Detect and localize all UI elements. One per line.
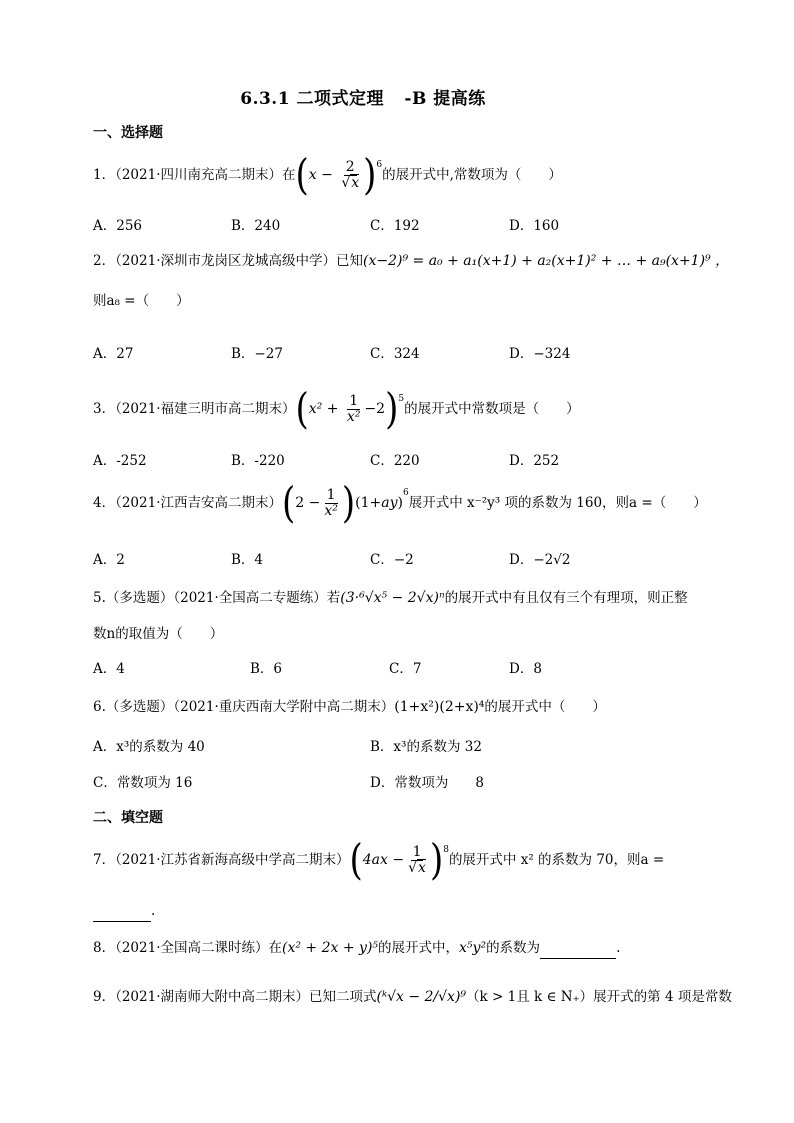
question-3 [93, 384, 580, 434]
q7-frac-den: √x [408, 859, 426, 876]
question-9 [93, 987, 732, 1007]
q4-option-d: D．−2√2 [509, 552, 571, 568]
q2-expr: (x−2)⁹ = a₀ + a₁(x+1) + a₂(x+1)² + … + a₉(x+1)⁹ ， [363, 253, 730, 269]
q4-option-b: B．4 [231, 552, 264, 568]
q4-exponent: 6 [402, 488, 409, 498]
q3-expr-x2: x² [308, 401, 323, 417]
q1-option-c: C．192 [370, 218, 420, 234]
q9-text: 9．（2021·湖南师大附中高二期末）已知二项式 [93, 989, 377, 1005]
q6-expr: (1+x²)(2+x)⁴ [394, 699, 485, 715]
q7-exponent: 8 [443, 845, 449, 855]
q1-option-d: D．160 [509, 218, 560, 234]
q3-source: 3．（2021·福建三明市高二期末） [93, 401, 296, 417]
q3-option-c: C．220 [370, 453, 420, 469]
q3-option-d: D．252 [509, 453, 560, 469]
title-sub: -B 提高练 [404, 89, 486, 109]
q7-paren-right: ) [429, 835, 444, 885]
q6-line1: 6.（多选题）（2021·重庆西南大学附中高二期末） [93, 699, 395, 715]
q5-line2: 数n的取值为（ ） [93, 626, 224, 642]
q7-paren-left: ( [349, 835, 363, 885]
q7-fraction [406, 845, 428, 876]
q1-paren-left: ( [295, 150, 309, 200]
q4-expr-2: 2 − [295, 495, 321, 511]
q2-option-d: D．−324 [509, 346, 571, 362]
q1-expr-minus: − [316, 167, 338, 183]
q2-source: 2．（2021·深圳市龙岗区龙城高级中学）已知 [93, 253, 363, 269]
q3-option-a: A．-252 [93, 453, 147, 469]
q3-frac-num: 1 [349, 392, 359, 409]
q9-expr: (ᵏ√x − 2/√x)⁹ [376, 989, 467, 1005]
q1-option-a: A．256 [93, 218, 143, 234]
question-5 [93, 588, 688, 608]
q7-blank[interactable] [93, 901, 151, 922]
q1-after: 的展开式中,常数项为（ ） [382, 167, 562, 183]
q4-source: 4．（2021·江西吉安高二期末） [93, 495, 282, 511]
q4-after: 展开式中 x⁻²y³ 项的系数为 160，则a =（ ） [408, 495, 707, 511]
q4-paren-left: ( [282, 478, 296, 528]
q7-expr-minus: − [387, 852, 405, 868]
q5-line1: 5.（多选题）（2021·全国高二专题练）若 [93, 590, 341, 606]
q9-after: （k > 1且 k ∈ N₊）展开式的第 4 项是常数 [466, 989, 732, 1005]
section-fill-heading: 二、填空题 [93, 810, 163, 826]
q5-after: 的展开式中有且仅有三个有理项，则正整 [444, 590, 688, 606]
q7-after: 的展开式中 x² 的系数为 70，则a = [448, 852, 665, 868]
q8-end: . [616, 940, 621, 956]
q8-blank[interactable] [540, 938, 616, 959]
q3-expr-minus2: −2 [364, 401, 386, 417]
q4-frac-den: x² [324, 502, 338, 519]
question-1 [93, 150, 562, 200]
title-main: 6.3.1 二项式定理 [240, 89, 384, 109]
q1-frac-den: √x [341, 174, 360, 191]
q3-paren-left: ( [295, 384, 309, 434]
q5-option-d: D．8 [509, 661, 542, 677]
q1-expr-x: x [308, 167, 317, 183]
q7-answer-line [93, 901, 155, 922]
q1-fraction [339, 160, 361, 191]
q7-expr-4ax: 4ax [362, 852, 388, 868]
q6-option-c: C．常数项为 16 [93, 775, 193, 791]
q8-after2: 的系数为 [486, 940, 541, 956]
question-6 [93, 697, 606, 717]
q4-fraction [322, 488, 340, 519]
q6-option-b: B．x³的系数为 32 [370, 739, 482, 755]
q3-expr-plus: + [322, 401, 343, 417]
q3-exponent: 5 [398, 394, 405, 404]
q3-frac-den: x² [346, 408, 361, 425]
q1-frac-num: 2 [345, 158, 355, 175]
q4-frac-num: 1 [326, 486, 336, 503]
q4-option-a: A．2 [93, 552, 125, 568]
q3-option-b: B．-220 [231, 453, 285, 469]
q8-after: 的展开式中， [378, 940, 460, 956]
q7-frac-num: 1 [412, 843, 422, 860]
q8-term: x⁵y² [459, 940, 487, 956]
q3-after: 的展开式中常数项是（ ） [404, 401, 580, 417]
q5-option-a: A．4 [93, 661, 125, 677]
q8-expr: (x² + 2x + y)⁵ [282, 940, 379, 956]
q4-paren-right: ) [341, 478, 356, 528]
q8-text: 8．（2021·全国高二课时练）在 [93, 940, 282, 956]
q7-end: . [151, 903, 156, 919]
section-choice-heading: 一、选择题 [93, 125, 163, 141]
q3-paren-right: ) [385, 384, 399, 434]
q6-after: 的展开式中（ ） [484, 699, 606, 715]
question-8 [93, 938, 620, 959]
q2-line2: 则a₈ =（ ） [93, 293, 190, 309]
q2-option-a: A．27 [93, 346, 134, 362]
q4-option-c: C．−2 [370, 552, 414, 568]
q5-option-b: B．6 [250, 661, 283, 677]
q1-source: 1．（2021·四川南充高二期末）在 [93, 167, 296, 183]
q7-source: 7．（2021·江苏省新海高级中学高二期末） [93, 852, 350, 868]
q6-option-a: A．x³的系数为 40 [93, 739, 205, 755]
page-title [0, 84, 794, 109]
q5-expr: (3·⁶√x⁵ − 2√x)ⁿ [340, 590, 445, 606]
q2-option-b: B．−27 [231, 346, 283, 362]
q5-option-c: C．7 [389, 661, 422, 677]
question-7 [93, 835, 665, 885]
q6-option-d: D．常数项为 8 [370, 775, 484, 791]
q1-option-b: B．240 [231, 218, 281, 234]
question-2 [93, 251, 729, 271]
q2-option-c: C．324 [370, 346, 420, 362]
question-4 [93, 478, 707, 528]
q4-expr-second: (1+ay) [355, 495, 403, 511]
q1-paren-right: ) [363, 150, 377, 200]
q1-exponent: 6 [376, 160, 383, 170]
q3-fraction [345, 394, 363, 425]
